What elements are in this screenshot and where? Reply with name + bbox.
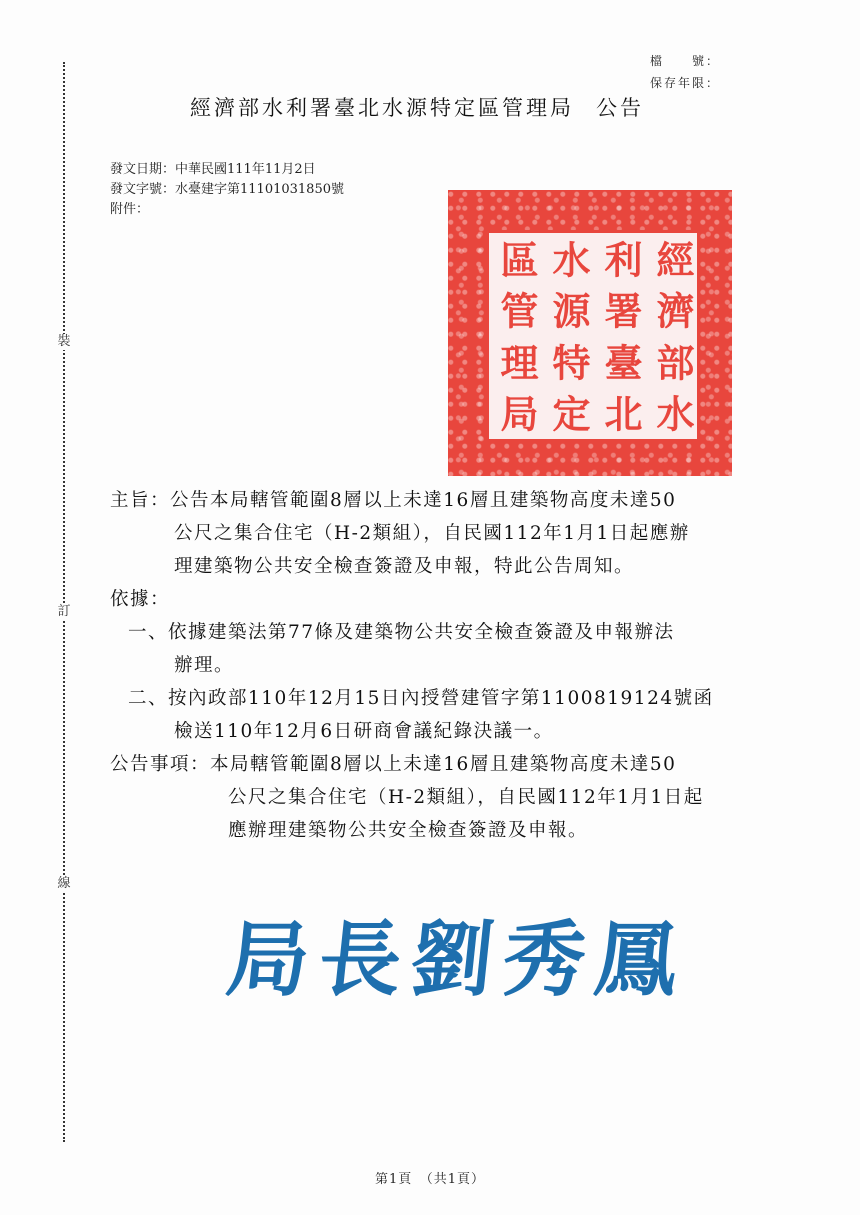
file-number: 檔 號： bbox=[649, 54, 720, 68]
retention-period: 保存年限： bbox=[649, 76, 720, 90]
subject-line-2: 公尺之集合住宅（H-2類組），自民國112年1月1日起應辦 bbox=[174, 523, 690, 544]
basis-item-2 bbox=[110, 682, 714, 715]
seal-char: 臺 bbox=[598, 342, 643, 381]
seal-char: 北 bbox=[598, 394, 643, 433]
seal-char: 水 bbox=[650, 394, 695, 433]
seal-char: 局 bbox=[494, 394, 539, 433]
document-body bbox=[110, 484, 714, 847]
seal-char: 署 bbox=[598, 291, 643, 330]
seal-char: 管 bbox=[494, 291, 539, 330]
basis-item-2-line-2: 檢送110年12月6日研商會議紀錄決議一。 bbox=[174, 721, 554, 742]
file-info bbox=[650, 50, 720, 94]
seal-characters bbox=[486, 230, 700, 442]
basis-item-2-line-1: 按內政部110年12月15日內授營建管字第1100819124號函 bbox=[168, 688, 714, 709]
basis-item-1-line-2: 辦理。 bbox=[174, 655, 235, 676]
notice-line-2: 公尺之集合住宅（H-2類組），自民國112年1月1日起 bbox=[228, 787, 704, 808]
seal-char: 經 bbox=[650, 239, 695, 278]
binding-line bbox=[63, 62, 65, 1142]
document-title bbox=[190, 92, 644, 122]
seal-char: 濟 bbox=[650, 291, 695, 330]
seal-char: 區 bbox=[494, 239, 539, 278]
subject-line-3: 理建築物公共安全檢查簽證及申報，特此公告周知。 bbox=[174, 556, 635, 577]
doc-type: 公告 bbox=[596, 96, 644, 120]
subject-line-1: 公告本局轄管範圍8層以上未達16層且建築物高度未達50 bbox=[170, 490, 677, 511]
basis-item-1-num: 一、 bbox=[128, 622, 169, 643]
subject-label: 主旨： bbox=[110, 490, 171, 511]
issue-number: 發文字號：水臺建字第11101031850號 bbox=[110, 182, 344, 197]
subject-row bbox=[110, 484, 714, 517]
seal-char: 特 bbox=[546, 342, 591, 381]
notice-line-1: 本局轄管範圍8層以上未達16層且建築物高度未達50 bbox=[210, 754, 677, 775]
basis-item-1-line-1: 依據建築法第77條及建築物公共安全檢查簽證及申報辦法 bbox=[168, 622, 675, 643]
seal-char: 理 bbox=[494, 342, 539, 381]
issue-date: 發文日期：中華民國111年11月2日 bbox=[110, 162, 316, 177]
binding-char-ding: 訂 bbox=[57, 604, 71, 619]
seal-char: 定 bbox=[546, 394, 591, 433]
agency-name: 經濟部水利署臺北水源特定區管理局 bbox=[190, 96, 574, 120]
binding-char-zhuang: 裝 bbox=[57, 334, 71, 349]
attachment: 附件： bbox=[110, 202, 150, 217]
binding-char-xian: 線 bbox=[57, 876, 71, 891]
page-number: 第1頁 （共1頁） bbox=[374, 1172, 486, 1187]
seal-char: 源 bbox=[546, 291, 591, 330]
basis-item-2-num: 二、 bbox=[128, 688, 169, 709]
official-seal bbox=[448, 190, 732, 476]
document-meta bbox=[110, 160, 344, 220]
notice-line-3: 應辦理建築物公共安全檢查簽證及申報。 bbox=[228, 820, 589, 841]
seal-char: 利 bbox=[598, 239, 643, 278]
seal-char: 水 bbox=[546, 239, 591, 278]
basis-label: 依據： bbox=[110, 589, 171, 610]
basis-item-1 bbox=[110, 616, 714, 649]
notice-label: 公告事項： bbox=[110, 754, 211, 775]
seal-char: 部 bbox=[650, 342, 695, 381]
notice-row bbox=[110, 748, 714, 781]
director-signature: 局長劉秀鳳 bbox=[222, 912, 693, 1008]
